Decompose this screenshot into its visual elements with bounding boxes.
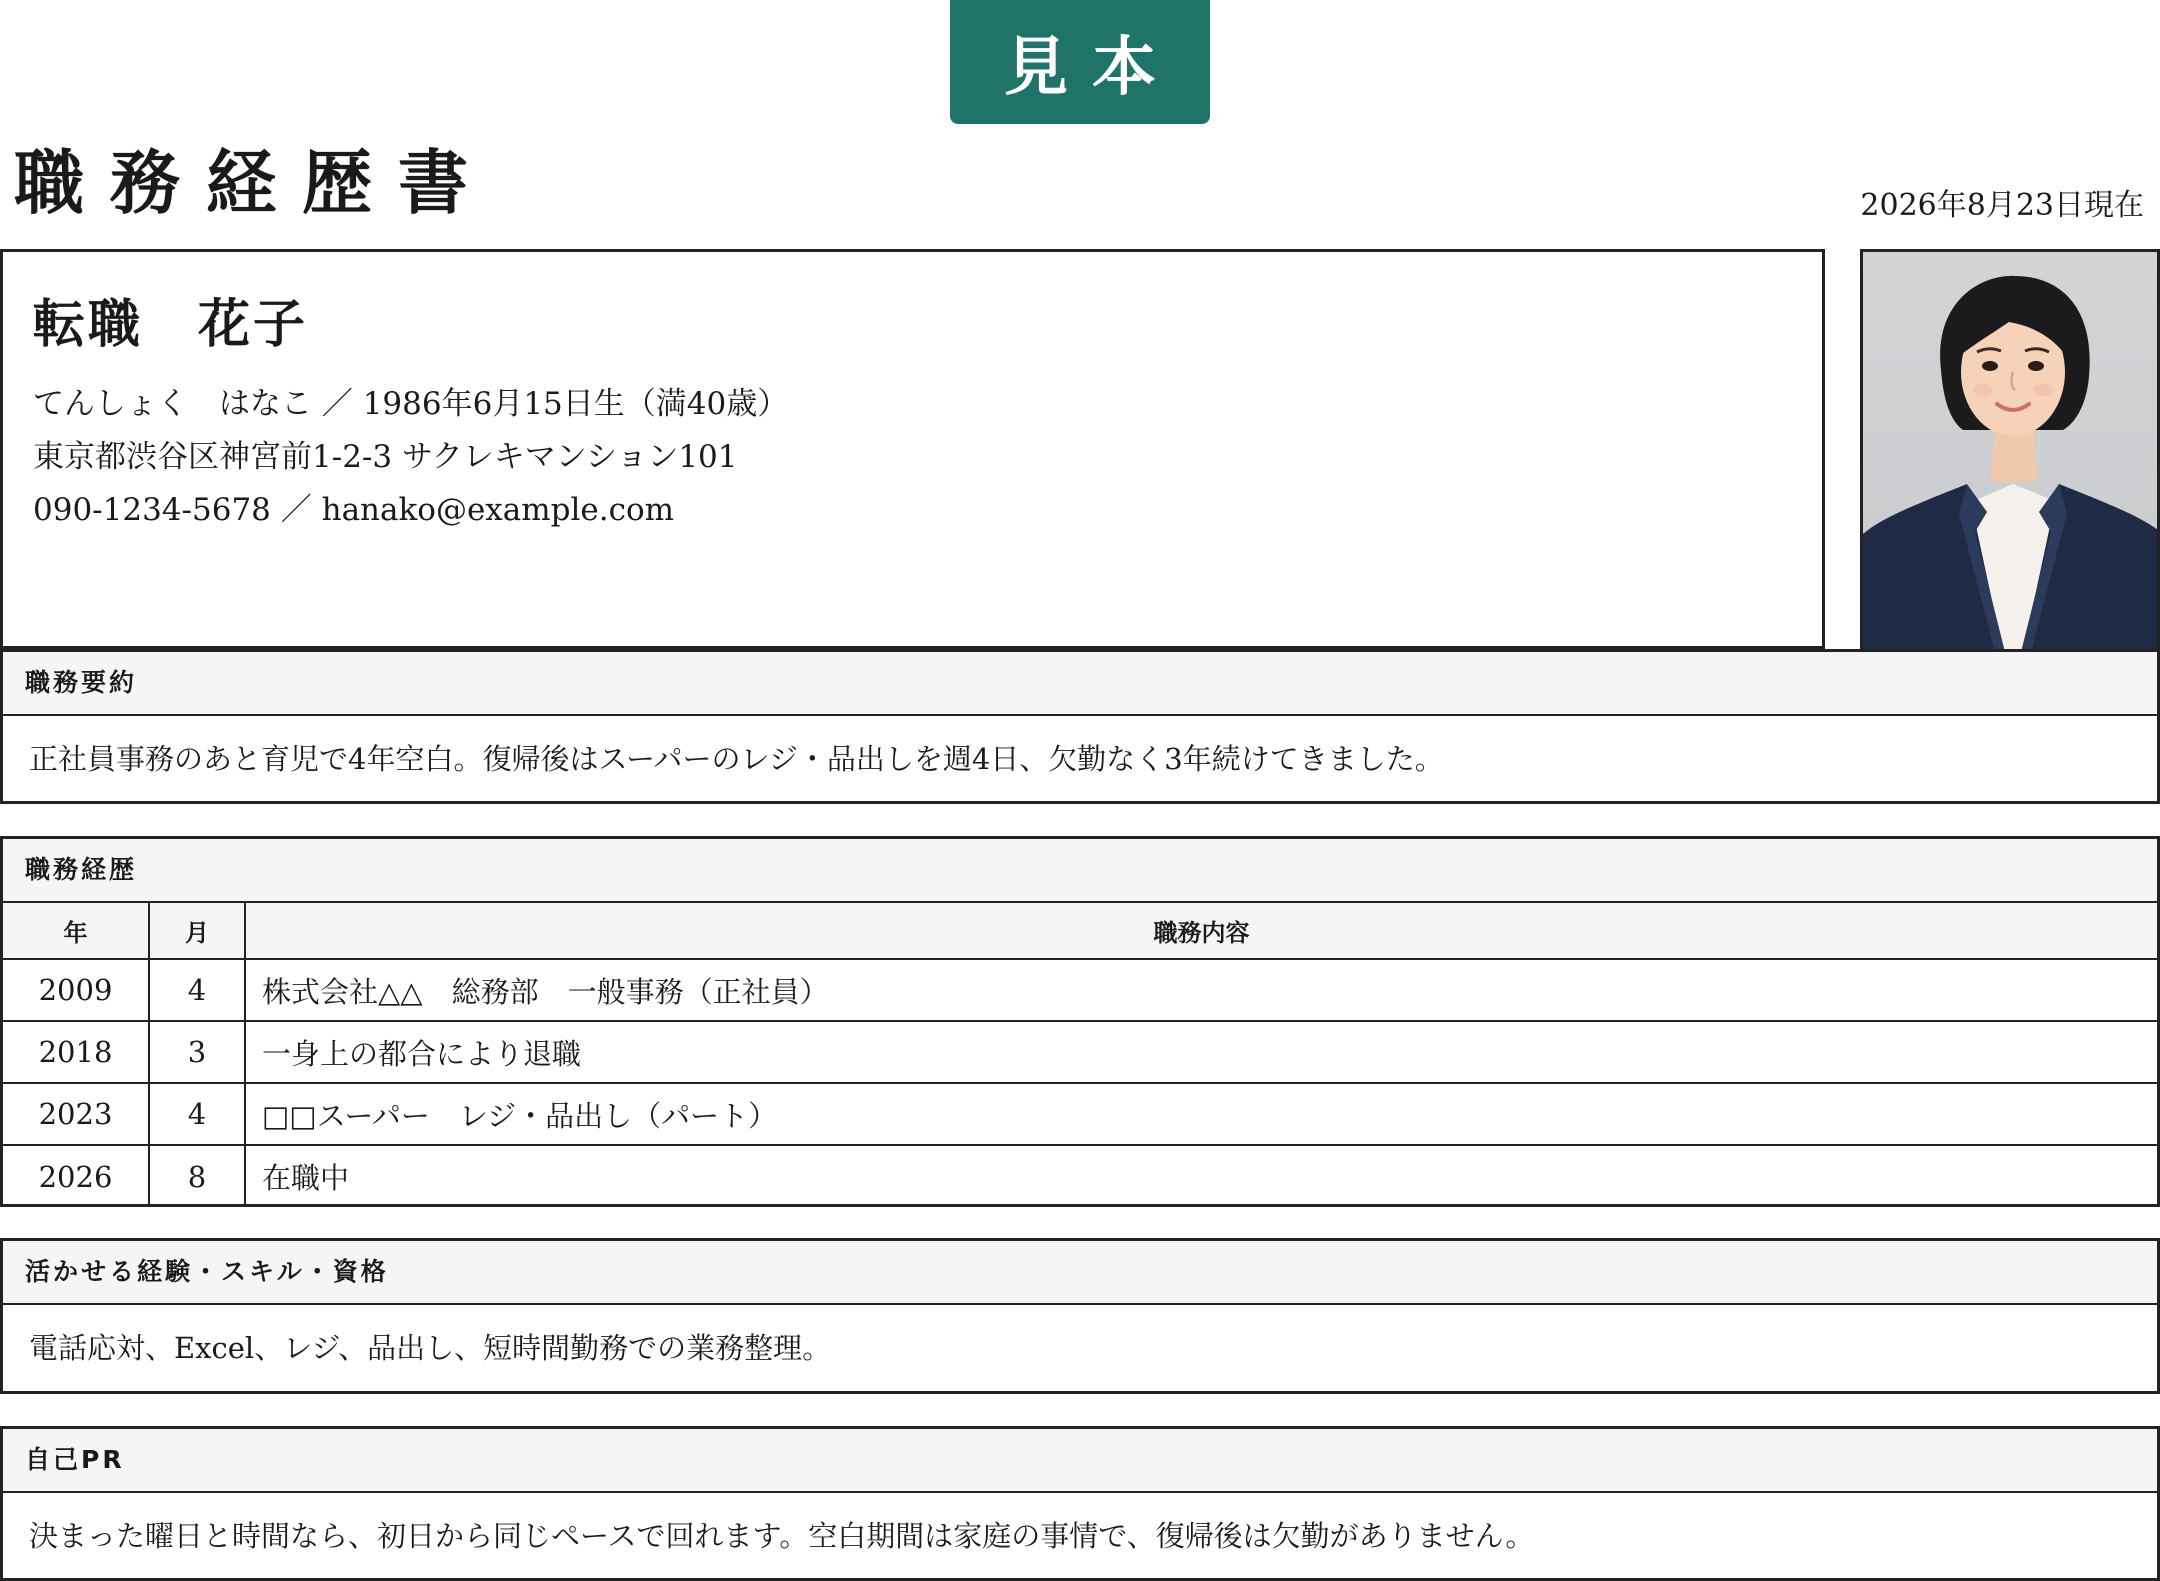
table-row bbox=[3, 1083, 2157, 1145]
self-pr-section bbox=[0, 1426, 2160, 1581]
row-year: 2009 bbox=[3, 959, 149, 1021]
summary-section bbox=[0, 649, 2160, 804]
row-content: 在職中 bbox=[245, 1145, 2157, 1207]
skills-heading: 活かせる経験・スキル・資格 bbox=[3, 1241, 2157, 1305]
column-header-content: 職務内容 bbox=[245, 903, 2157, 959]
as-of-date: 2026年8月23日現在 bbox=[1860, 188, 2144, 223]
self-pr-text: 決まった曜日と時間なら、初日から同じペースで回れます。空白期間は家庭の事情で、復帰後は欠勤がありません。 bbox=[29, 1519, 1535, 1553]
table-row bbox=[3, 959, 2157, 1021]
work-history-table bbox=[3, 903, 2157, 1207]
table-row bbox=[3, 1145, 2157, 1207]
skills-section bbox=[0, 1238, 2160, 1394]
name-reading-birthdate: てんしょく はなこ ／ 1986年6月15日生（満40歳） bbox=[33, 386, 789, 422]
self-pr-heading: 自己PR bbox=[3, 1429, 2157, 1493]
row-month: 8 bbox=[149, 1145, 245, 1207]
skills-text: 電話応対、Excel、レジ、品出し、短時間勤務での業務整理。 bbox=[29, 1331, 832, 1365]
contact-info: 090-1234-5678 ／ hanako@example.com bbox=[33, 492, 675, 528]
work-history-heading: 職務経歴 bbox=[3, 839, 2157, 903]
column-header-year: 年 bbox=[3, 903, 149, 959]
row-content: 一身上の都合により退職 bbox=[245, 1021, 2157, 1083]
document-title: 職務経歴書 bbox=[14, 141, 494, 224]
table-header-row bbox=[3, 903, 2157, 959]
profile-box bbox=[0, 249, 1825, 649]
row-month: 4 bbox=[149, 959, 245, 1021]
summary-heading: 職務要約 bbox=[3, 652, 2157, 716]
row-year: 2018 bbox=[3, 1021, 149, 1083]
row-year: 2026 bbox=[3, 1145, 149, 1207]
summary-text: 正社員事務のあと育児で4年空白。復帰後はスーパーのレジ・品出しを週4日、欠勤なく3年続けてきました。 bbox=[29, 742, 1444, 776]
applicant-name: 転職 花子 bbox=[33, 294, 309, 355]
column-header-month: 月 bbox=[149, 903, 245, 959]
row-content: □□スーパー レジ・品出し（パート） bbox=[245, 1083, 2157, 1145]
woman-portrait-photo bbox=[1860, 249, 2160, 649]
row-content: 株式会社△△ 総務部 一般事務（正社員） bbox=[245, 959, 2157, 1021]
row-month: 4 bbox=[149, 1083, 245, 1145]
row-month: 3 bbox=[149, 1021, 245, 1083]
row-year: 2023 bbox=[3, 1083, 149, 1145]
address: 東京都渋谷区神宮前1-2-3 サクレキマンション101 bbox=[33, 439, 738, 475]
sample-stamp: 見本 bbox=[950, 0, 1210, 124]
portrait-illustration bbox=[1863, 252, 2160, 649]
work-history-section bbox=[0, 836, 2160, 1207]
table-row bbox=[3, 1021, 2157, 1083]
